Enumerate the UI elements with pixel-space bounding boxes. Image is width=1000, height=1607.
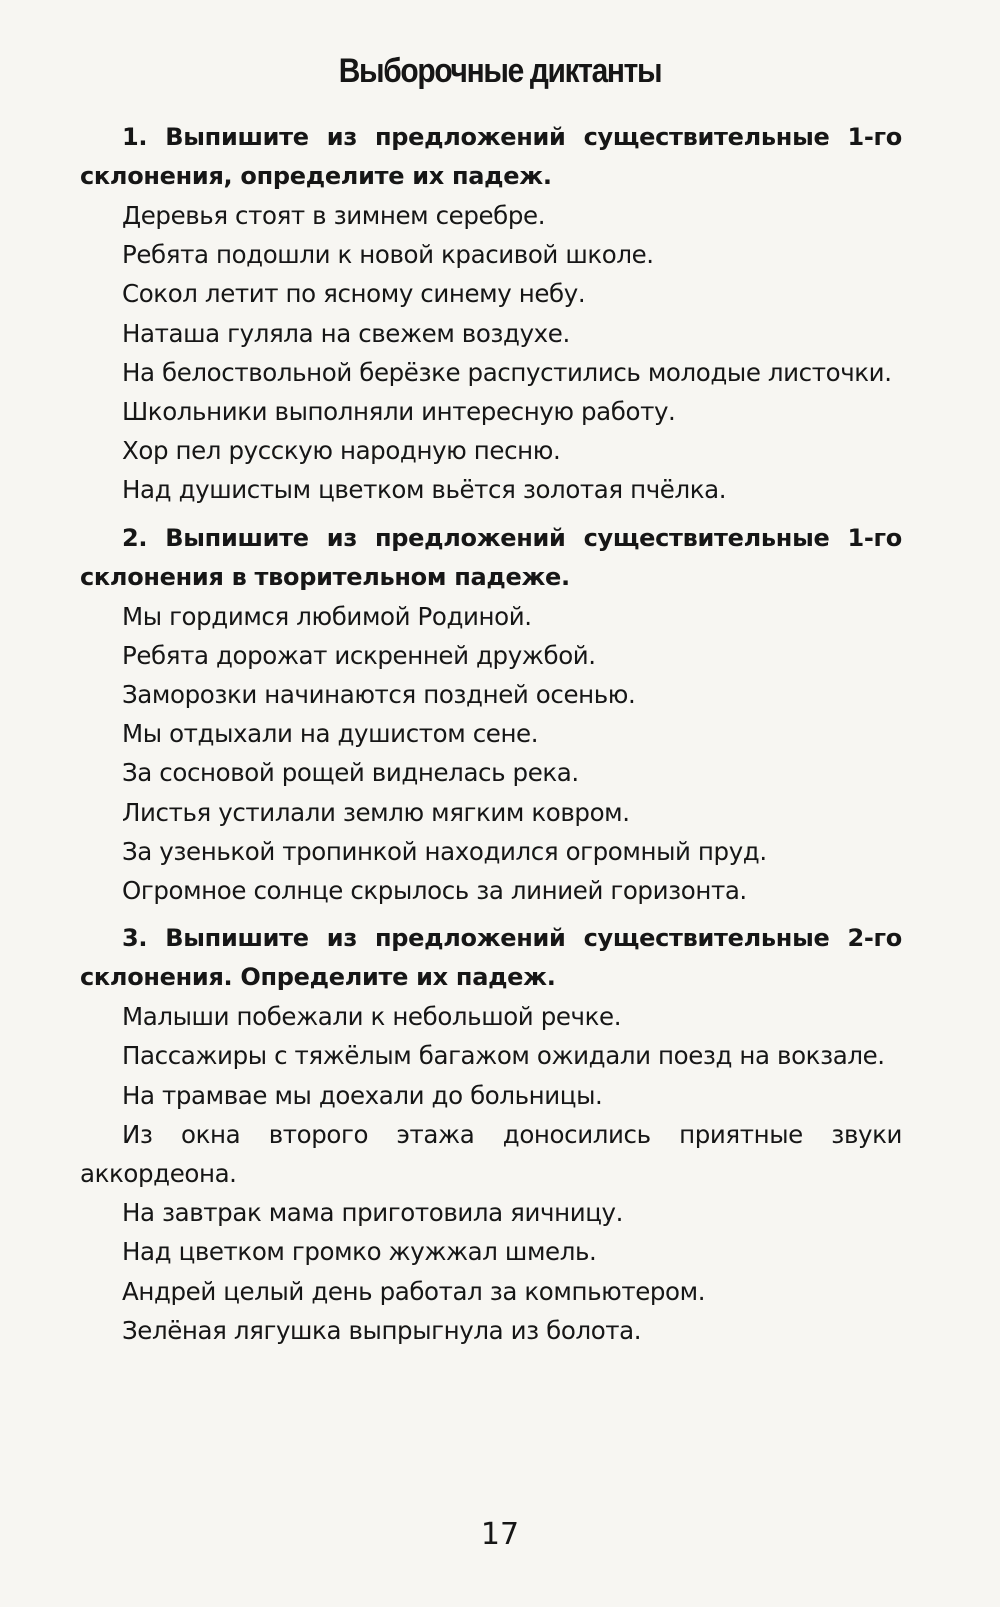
sentence: Мы отдыхали на душистом сене. — [122, 719, 539, 749]
page-content — [80, 118, 902, 1350]
sentence: Из окна второго этажа доносились приятные звуки аккордеона. — [80, 1119, 902, 1189]
page-title: Выборочные диктанты — [338, 52, 662, 90]
exercise-2-task: 2. Выпишите из предложений существительные 1-го склонения в творительном падеже. — [80, 523, 902, 591]
sentence: Ребята подошли к новой красивой школе. — [122, 240, 654, 270]
sentence: Пассажиры с тяжёлым багажом ожидали поезд на вокзале. — [122, 1041, 885, 1071]
sentence: На белоствольной берёзке распустились молодые листочки. — [122, 357, 892, 387]
sentence: Школьники выполняли интересную работу. — [122, 397, 676, 427]
sentence: Ребята дорожат искренней дружбой. — [122, 640, 596, 670]
exercise-1-sentences — [80, 196, 902, 510]
exercise-1 — [80, 118, 902, 510]
sentence: Листья устилали землю мягким ковром. — [122, 797, 630, 827]
sentence: Сокол летит по ясному синему небу. — [122, 279, 586, 309]
sentence: За узенькой тропинкой находился огромный пруд. — [122, 836, 767, 866]
sentence: Андрей целый день работал за компьютером. — [122, 1276, 706, 1306]
sentence: Наташа гуляла на свежем воздухе. — [122, 318, 570, 348]
sentence: Заморозки начинаются поздней осенью. — [122, 680, 636, 710]
exercise-2-sentences — [80, 597, 902, 911]
sentence: Малыши побежали к небольшой речке. — [122, 1002, 622, 1032]
sentence: На завтрак мама приготовила яичницу. — [122, 1198, 623, 1228]
exercise-1-task: 1. Выпишите из предложений существительные 1-го склонения, определите их падеж. — [80, 123, 902, 190]
page-number: 17 — [480, 1517, 520, 1552]
sentence: Хор пел русскую народную песню. — [122, 436, 561, 466]
sentence: Огромное солнце скрылось за линией горизонта. — [122, 876, 747, 906]
sentence: Деревья стоят в зимнем серебре. — [122, 201, 546, 230]
sentence: Над душистым цветком вьётся золотая пчёлка. — [122, 475, 727, 505]
sentence: Мы гордимся любимой Родиной. — [122, 601, 532, 631]
exercise-3-sentences — [80, 997, 902, 1350]
sentence: Над цветком громко жужжал шмель. — [122, 1237, 597, 1267]
exercise-3 — [80, 919, 902, 1350]
exercise-3-task: 3. Выпишите из предложений существительные 2-го склонения. Определите их падеж. — [80, 924, 902, 992]
sentence: За сосновой рощей виднелась река. — [122, 758, 579, 788]
sentence: Зелёная лягушка выпрыгнула из болота. — [122, 1315, 642, 1345]
sentence: На трамвае мы доехали до больницы. — [122, 1080, 603, 1110]
exercise-2 — [80, 519, 902, 911]
